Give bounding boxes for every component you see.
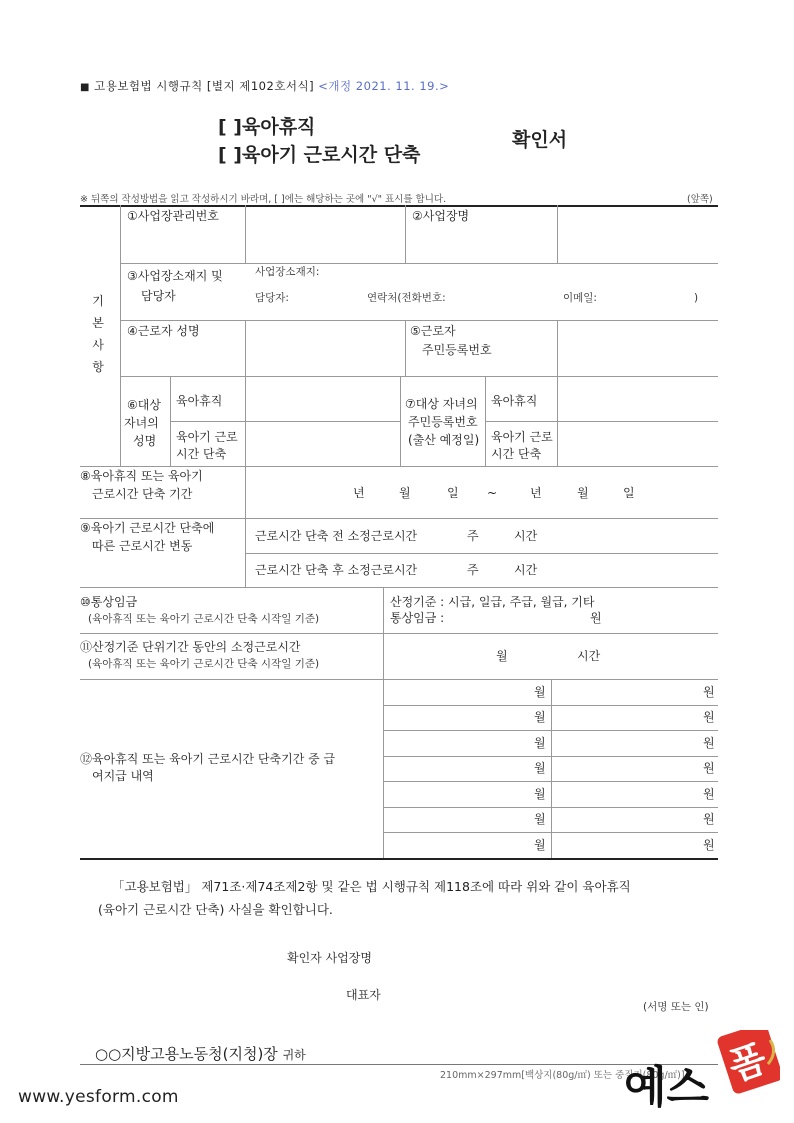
label-target-id-3: (출산 예정일) [408, 433, 480, 447]
period-year-start: 년 [353, 486, 365, 500]
label-period: ⑧육아휴직 또는 육아기 [80, 469, 203, 483]
addressee-honorific: 귀하 [282, 1048, 306, 1062]
label-hours-change-2: 따른 근로시간 변동 [92, 539, 193, 553]
pay-row-month: 월 [534, 812, 546, 826]
pay-row-won: 원 [703, 838, 715, 852]
label-reduction-name: 육아기 근로 [176, 430, 238, 444]
label-unit-hours: ⑪산정기준 단위기간 동안의 소정근로시간 [80, 640, 301, 654]
bullet-square: ■ [80, 82, 90, 93]
period-tilde: ~ [487, 486, 498, 500]
contact-person-field: 담당자: [255, 292, 289, 304]
pay-row-month: 월 [534, 685, 546, 699]
period-year-end: 년 [530, 486, 542, 500]
label-pay: ⑫육아휴직 또는 육아기 근로시간 단축기간 중 급 [80, 752, 336, 766]
wage-won: 원 [590, 611, 602, 625]
statement-line2: (육아기 근로시간 단축) 사실을 확인합니다. [98, 902, 333, 917]
label-wage-sub: (육아휴직 또는 육아기 근로시간 단축 시작일 기준) [88, 613, 320, 625]
title-leave: [ ]육아휴직 [218, 116, 316, 138]
label-target-name-2: 자녀의 [124, 416, 159, 430]
hours-after-week: 주 [467, 563, 479, 577]
label-worker-id-2: 주민등록번호 [422, 343, 492, 357]
title-reduction: [ ]육아기 근로시간 단축 [218, 144, 421, 166]
sign-representative: 대표자 [346, 988, 381, 1002]
yesform-logo [620, 1030, 780, 1110]
addressee [95, 1043, 306, 1064]
label-workplace-no: ①사업장관리번호 [127, 209, 219, 223]
label-target-id: ⑦대상 자녀의 [405, 397, 478, 411]
pay-row-won: 원 [703, 710, 715, 724]
section-label-basic: 기 본 사 항 [92, 294, 104, 374]
label-worker-id: ⑤근로자 [410, 324, 456, 338]
paper-spec: 210mm×297mm[백상지(80g/㎡) 또는 중질지(80g/㎡)] [440, 1070, 685, 1081]
hours-after-label: 근로시간 단축 후 소정근로시간 [255, 563, 418, 577]
title-suffix: 확인서 [512, 129, 568, 151]
pay-row-month: 월 [534, 710, 546, 724]
label-leave-name: 육아휴직 [176, 394, 223, 408]
wage-amount-label: 통상임금 : [390, 611, 445, 625]
label-pay-2: 여지급 내역 [92, 769, 154, 783]
pay-row-month: 월 [534, 787, 546, 801]
label-reduction-id-2: 시간 단축 [491, 447, 542, 461]
label-target-name: ⑥대상 [127, 398, 161, 412]
label-leave-id: 육아휴직 [491, 394, 538, 408]
label-target-id-2: 주민등록번호 [408, 415, 478, 429]
period-day-end: 일 [623, 486, 635, 500]
pay-row-won: 원 [703, 812, 715, 826]
hours-before-label: 근로시간 단축 전 소정근로시간 [255, 529, 418, 543]
pay-row-month: 월 [534, 761, 546, 775]
hours-after-unit: 시간 [514, 563, 538, 577]
label-reduction-name-2: 시간 단축 [176, 447, 227, 461]
statement-line1: 「고용보험법」 제71조·제74조제2항 및 같은 법 시행규칙 제118조에 따라 위와 같이 육아휴직 [112, 879, 631, 894]
pay-row-month: 월 [534, 736, 546, 750]
label-location: ③사업장소재지 및 [127, 269, 223, 283]
unit-hours-unit: 시간 [577, 649, 601, 663]
period-month-start: 월 [399, 486, 411, 500]
pay-row-won: 원 [703, 761, 715, 775]
revision-date: <개정 2021. 11. 19.> [318, 79, 450, 93]
instruction-note: ※ 뒤쪽의 작성방법을 읽고 작성하시기 바라며, [ ]에는 해당하는 곳에 "√" 표시를 합니다. [80, 194, 447, 205]
page-side: (앞쪽) [687, 194, 713, 205]
hours-before-unit: 시간 [514, 529, 538, 543]
label-period-2: 근로시간 단축 기간 [92, 487, 193, 501]
unit-hours-month: 월 [496, 649, 508, 663]
pay-row-won: 원 [703, 736, 715, 750]
pay-row-won: 원 [703, 787, 715, 801]
label-target-name-3: 성명 [133, 434, 157, 448]
hours-before-week: 주 [467, 529, 479, 543]
location-field: 사업장소재지: [255, 266, 320, 278]
sign-seal: (서명 또는 인) [643, 1001, 709, 1013]
addressee-office: ○○지방고용노동청(지청)장 [95, 1045, 278, 1063]
label-hours-change: ⑨육아기 근로시간 단축에 [80, 521, 215, 535]
label-workplace-name: ②사업장명 [412, 209, 470, 223]
label-worker-name: ④근로자 성명 [127, 324, 200, 338]
rule-reference: 고용보험법 시행규칙 [별지 제102호서식] [94, 79, 315, 93]
pay-row-month: 월 [534, 838, 546, 852]
label-reduction-id: 육아기 근로 [491, 430, 553, 444]
label-location-contact: 담당자 [141, 289, 176, 303]
logo-text-part2: 폼 [723, 1035, 772, 1090]
contact-email-field: 이메일: [563, 292, 597, 304]
period-day-start: 일 [447, 486, 459, 500]
wage-basis: 산정기준 : 시급, 일급, 주급, 월급, 기타 [390, 595, 595, 609]
pay-row-won: 원 [703, 685, 715, 699]
period-month-end: 월 [577, 486, 589, 500]
label-unit-hours-sub: (육아휴직 또는 육아기 근로시간 단축 시작일 기준) [88, 658, 320, 670]
contact-close: ) [694, 292, 699, 304]
form-header [80, 78, 449, 94]
logo-text-part1: 예스 [624, 1062, 710, 1110]
site-url[interactable]: www.yesform.com [18, 1087, 179, 1107]
label-wage: ⑩통상임금 [80, 595, 138, 609]
contact-phone-field: 연락처(전화번호: [367, 292, 446, 304]
sign-company: 확인자 사업장명 [287, 951, 372, 965]
